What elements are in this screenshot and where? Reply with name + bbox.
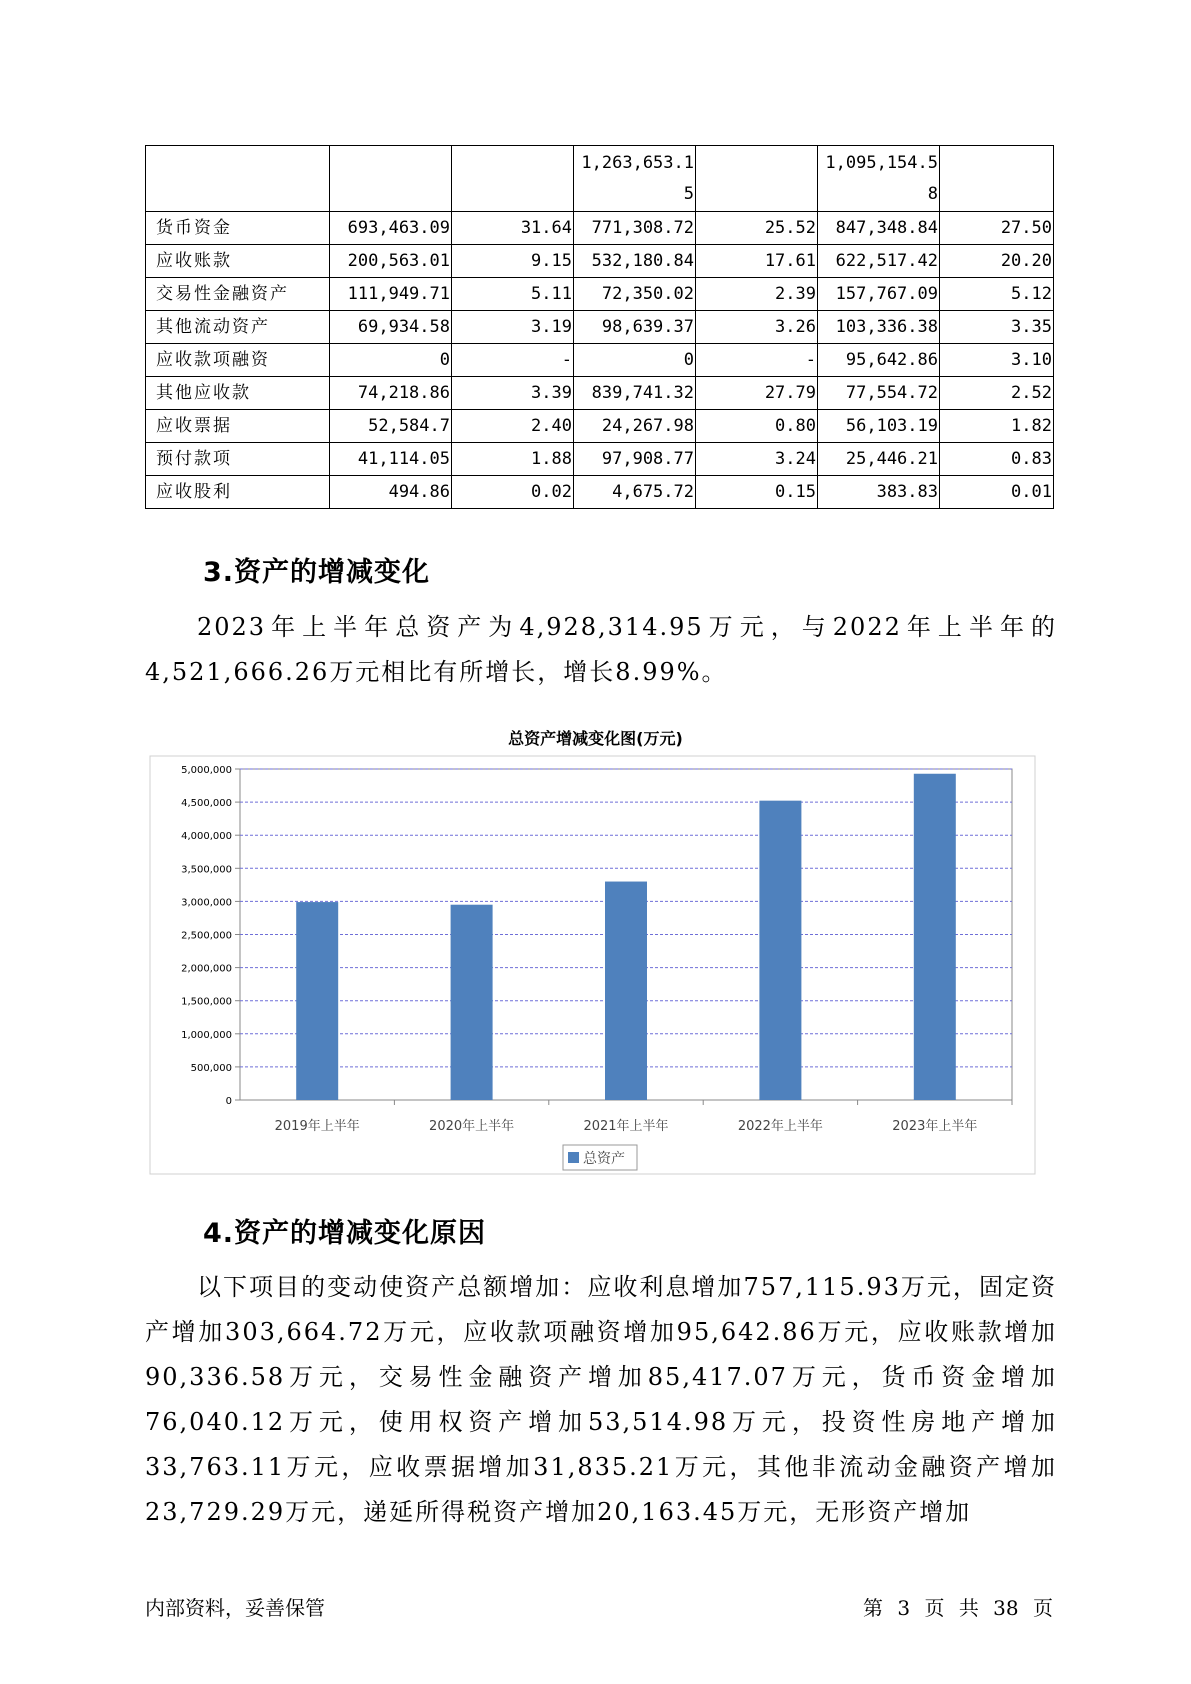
page-number: 第 3 页 共 38 页 [863, 1596, 1053, 1620]
value-cell: 771,308.72 [574, 212, 696, 245]
value-cell: 0 [574, 344, 696, 377]
value-cell: 693,463.09 [330, 212, 452, 245]
value-cell: 1.82 [940, 410, 1054, 443]
value-cell: 52,584.7 [330, 410, 452, 443]
value-cell: 1.88 [452, 443, 574, 476]
value-cell: 0.01 [940, 476, 1054, 509]
y-tick-label: 5,000,000 [181, 765, 232, 776]
y-tick-label: 4,500,000 [181, 798, 232, 810]
bar [759, 801, 801, 1100]
value-cell: 56,103.19 [818, 410, 940, 443]
bar [605, 882, 647, 1100]
value-cell: 2.52 [940, 377, 1054, 410]
legend-label: 总资产 [583, 1151, 625, 1167]
value-cell: 0.80 [696, 410, 818, 443]
value-cell: 97,908.77 [574, 443, 696, 476]
row-label-cell: 预付款项 [146, 443, 330, 476]
value-cell: 3.26 [696, 311, 818, 344]
x-tick-label: 2021年上半年 [583, 1119, 669, 1134]
value-cell: 383.83 [818, 476, 940, 509]
value-cell: 77,554.72 [818, 377, 940, 410]
value-cell: 3.19 [452, 311, 574, 344]
x-tick-label: 2022年上半年 [737, 1119, 823, 1134]
row-label-cell: 货币资金 [146, 212, 330, 245]
chart-title: 总资产增减变化图(万元) [508, 729, 683, 748]
bar [914, 774, 956, 1100]
value-cell: 5.12 [940, 278, 1054, 311]
value-cell: 200,563.01 [330, 245, 452, 278]
y-tick-label: 0 [225, 1096, 232, 1107]
value-cell: 494.86 [330, 476, 452, 509]
value-cell: 0.15 [696, 476, 818, 509]
section-4-heading: 4.资产的增减变化原因 [203, 1218, 487, 1249]
row-label-cell: 应收票据 [146, 410, 330, 443]
value-cell: 5.11 [452, 278, 574, 311]
value-cell: 24,267.98 [574, 410, 696, 443]
value-cell: 74,218.86 [330, 377, 452, 410]
value-cell: 0.02 [452, 476, 574, 509]
value-cell: 27.50 [940, 212, 1054, 245]
y-tick-label: 2,500,000 [181, 930, 232, 942]
section-3-heading: 3.资产的增减变化 [203, 557, 431, 588]
y-tick-label: 500,000 [190, 1062, 232, 1074]
value-cell: 4,675.72 [574, 476, 696, 509]
value-cell: 103,336.38 [818, 311, 940, 344]
row-label-cell: 交易性金融资产 [146, 278, 330, 311]
x-tick-label: 2023年上半年 [892, 1119, 978, 1134]
value-cell: 3.35 [940, 311, 1054, 344]
value-cell: 98,639.37 [574, 311, 696, 344]
row-label-cell: 应收账款 [146, 245, 330, 278]
y-tick-label: 3,000,000 [181, 897, 232, 909]
bar [296, 902, 338, 1100]
header-value: 1,095,154.58 [825, 153, 938, 204]
y-tick-label: 3,500,000 [181, 864, 232, 876]
value-cell: 3.39 [452, 377, 574, 410]
value-cell: 25.52 [696, 212, 818, 245]
value-cell: 27.79 [696, 377, 818, 410]
value-cell: 25,446.21 [818, 443, 940, 476]
y-tick-label: 1,000,000 [181, 1029, 232, 1041]
value-cell: 31.64 [452, 212, 574, 245]
value-cell: 20.20 [940, 245, 1054, 278]
row-label-cell: 应收款项融资 [146, 344, 330, 377]
value-cell: 839,741.32 [574, 377, 696, 410]
value-cell: 111,949.71 [330, 278, 452, 311]
value-cell: 17.61 [696, 245, 818, 278]
header-value: 1,263,653.15 [581, 153, 694, 204]
legend-swatch [568, 1152, 579, 1163]
value-cell: 72,350.02 [574, 278, 696, 311]
section-4-paragraph: 以下项目的变动使资产总额增加：应收利息增加757,115.93万元，固定资产增加303,664.72万元，应收款项融资增加95,642.86万元，应收账款增加90,336.58万元，交易性金融资产增加85,417.07万元，货币资金增加76,040.12万元，使用权资产增加53,514.98万元，投资性房地产增加33,763.11万元，应收票据增加31,835.21万元，其他非流动金融资产增加23,729.29万元，递延所得税资产增加20,163.45万元，无形资产增加 [145, 1273, 1057, 1526]
value-cell: 622,517.42 [818, 245, 940, 278]
x-tick-label: 2020年上半年 [429, 1119, 515, 1134]
value-cell: 95,642.86 [818, 344, 940, 377]
value-cell: 41,114.05 [330, 443, 452, 476]
y-tick-label: 1,500,000 [181, 996, 232, 1008]
value-cell: 9.15 [452, 245, 574, 278]
bar [451, 905, 493, 1100]
y-tick-label: 2,000,000 [181, 963, 232, 975]
row-label-cell: 其他应收款 [146, 377, 330, 410]
value-cell: 2.40 [452, 410, 574, 443]
footer-note: 内部资料，妥善保管 [145, 1596, 325, 1620]
value-cell: 3.24 [696, 443, 818, 476]
row-label-cell: 其他流动资产 [146, 311, 330, 344]
value-cell: 847,348.84 [818, 212, 940, 245]
value-cell: 69,934.58 [330, 311, 452, 344]
value-cell: - [696, 344, 818, 377]
value-cell: 2.39 [696, 278, 818, 311]
x-tick-label: 2019年上半年 [274, 1119, 360, 1134]
section-3-paragraph: 2023年上半年总资产为4,928,314.95万元，与2022年上半年的4,521,666.26万元相比有所增长，增长8.99%。 [145, 613, 1057, 686]
y-tick-label: 4,000,000 [181, 831, 232, 843]
value-cell: 0.83 [940, 443, 1054, 476]
value-cell: 3.10 [940, 344, 1054, 377]
value-cell: 157,767.09 [818, 278, 940, 311]
value-cell: 532,180.84 [574, 245, 696, 278]
row-label-cell: 应收股利 [146, 476, 330, 509]
value-cell: 0 [330, 344, 452, 377]
value-cell: - [452, 344, 574, 377]
